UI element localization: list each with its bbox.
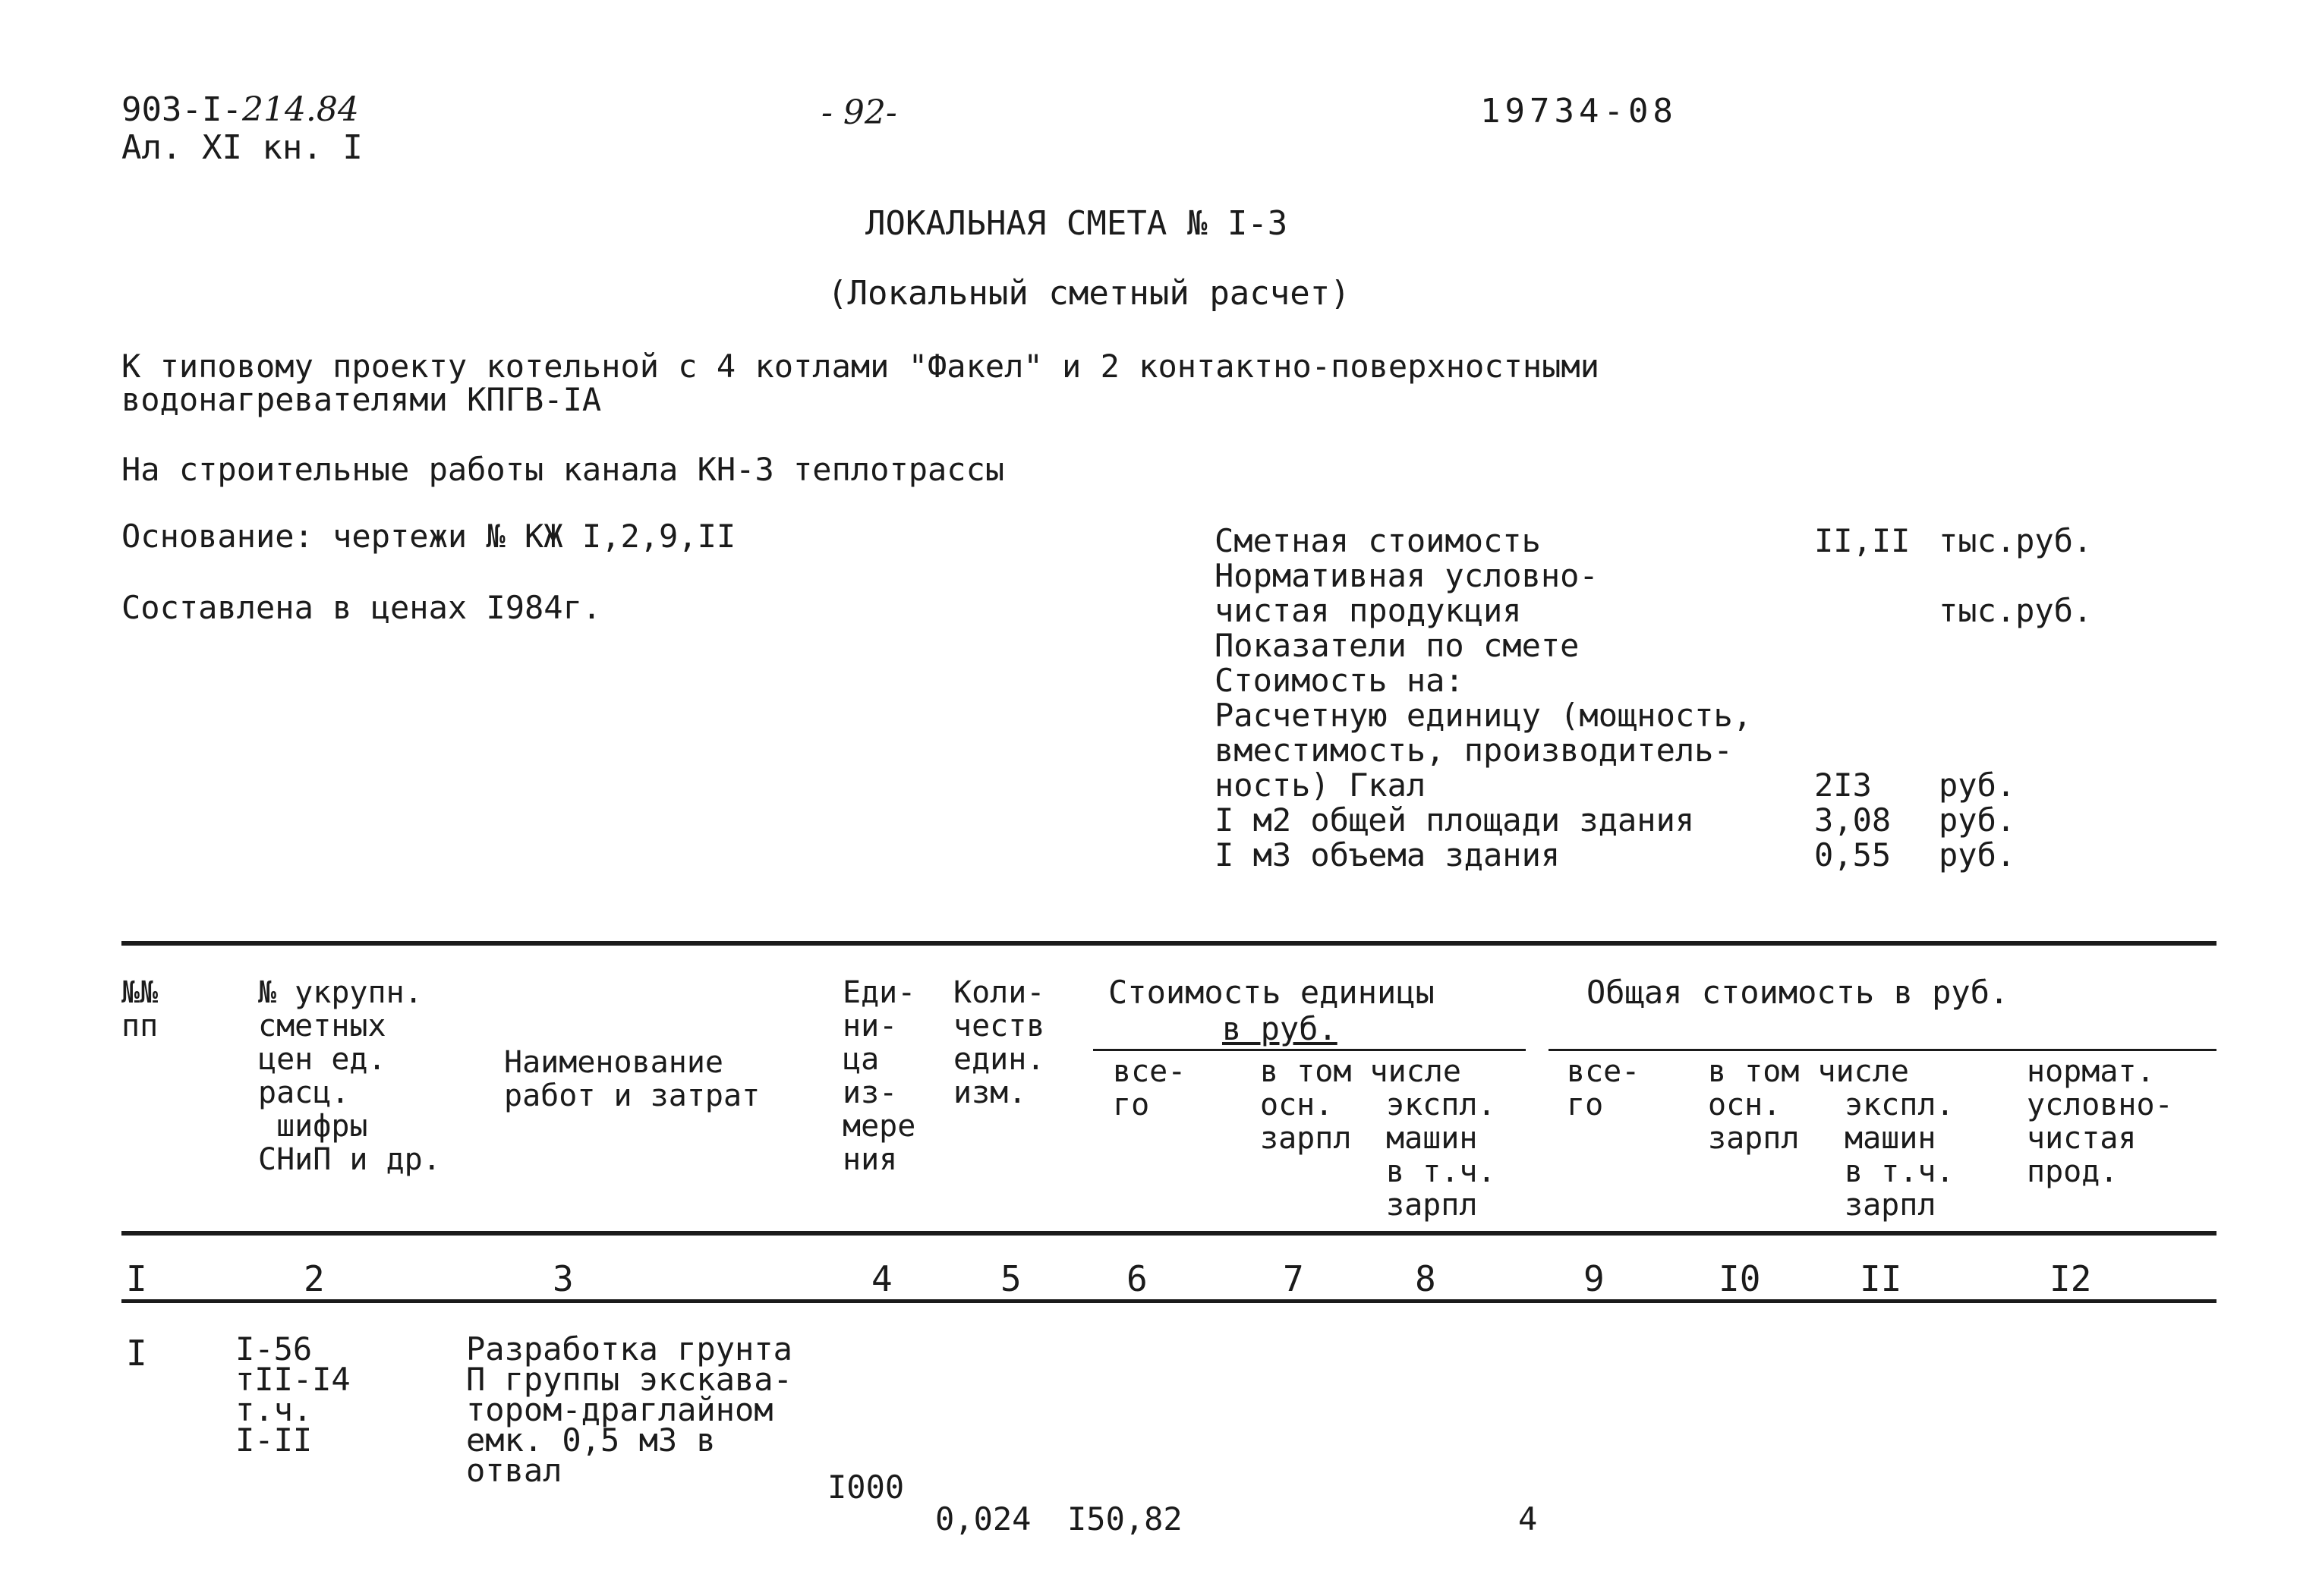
header-code: № укрупн. сметных цен ед. расц. шифры СНиП и др. [258, 975, 441, 1177]
header-total-cost-including: в том числе [1708, 1054, 1909, 1089]
summary-volume-label: I м3 объема здания [1215, 836, 1561, 874]
summary-normative-label-1: Нормативная условно- [1215, 557, 1599, 594]
summary-volume-value: 0,55 [1814, 836, 1892, 874]
registry-number: 19734-08 [1480, 92, 1678, 131]
summary-estimated-cost-value: II,II [1814, 522, 1911, 559]
column-number: I2 [2049, 1258, 2092, 1299]
document-code-handwritten: 214.84 [241, 90, 359, 129]
header-unit-cost: Стоимость единицы [1108, 974, 1435, 1011]
header-total-cost-total: все- го [1567, 1054, 1640, 1122]
header-quantity: Коли- честв един. изм. [953, 975, 1045, 1110]
column-number: I [126, 1258, 147, 1299]
table-top-rule [121, 941, 2216, 946]
column-number: 9 [1583, 1258, 1605, 1299]
header-work-name: Наименование работ и затрат [504, 1045, 761, 1113]
header-total-base-salary: осн. зарпл [1708, 1088, 1800, 1156]
row-unit-cost-total: I50,82 [1067, 1500, 1183, 1538]
page-number: - 92- [821, 93, 897, 132]
summary-estimated-cost-label: Сметная стоимость [1215, 522, 1541, 559]
summary-cost-per-label: Стоимость на: [1215, 662, 1464, 699]
column-number: 3 [553, 1258, 574, 1299]
row-quantity: 0,024 [935, 1500, 1032, 1538]
header-unit-cost-including: в том числе [1260, 1054, 1461, 1089]
summary-unit-label-2: вместимость, производитель- [1215, 732, 1733, 769]
column-number: 2 [304, 1258, 325, 1299]
summary-indicators-label: Показатели по смете [1215, 627, 1580, 664]
basis-drawings: Основание: чертежи № КЖ I,2,9,II [121, 518, 736, 555]
row-total-cost: 4 [1518, 1500, 1538, 1538]
price-level: Составлена в ценах I984г. [121, 589, 602, 626]
header-normative-product: нормат. условно- чистая прод. [2027, 1054, 2173, 1189]
header-total-cost: Общая стоимость в руб. [1586, 974, 2009, 1011]
summary-estimated-cost-unit: тыс.руб. [1939, 522, 2093, 559]
summary-normative-label-2: чистая продукция [1215, 592, 1522, 629]
summary-area-value: 3,08 [1814, 801, 1892, 839]
row-code: I-56 тII-I4 т.ч. I-II [235, 1330, 351, 1459]
project-line-1: К типовому проекту котельной с 4 котлами "Факел" и 2 контактно-поверхностными [121, 348, 1600, 385]
summary-volume-unit: руб. [1939, 836, 2016, 874]
header-unit: Еди- ни- ца из- мере ния [843, 975, 916, 1177]
summary-gcal-label: ность) Гкал [1215, 767, 1426, 804]
header-bottom-rule [121, 1231, 2216, 1236]
row-unit: I000 [827, 1469, 905, 1506]
summary-gcal-value: 2I3 [1814, 767, 1872, 804]
unit-cost-rule [1093, 1049, 1526, 1051]
column-number: 8 [1415, 1258, 1436, 1299]
total-cost-rule [1549, 1049, 2216, 1051]
header-unit-base-salary: осн. зарпл [1260, 1088, 1352, 1156]
column-number: 4 [871, 1258, 893, 1299]
header-unit-cost-rub: в руб. [1222, 1010, 1337, 1047]
estimate-subtitle: (Локальный сметный расчет) [827, 274, 1350, 313]
column-number: 5 [1000, 1258, 1022, 1299]
column-numbers-rule [121, 1299, 2216, 1303]
album-line: Ал. XI кн. I [121, 128, 363, 167]
summary-unit-label-1: Расчетную единицу (мощность, [1215, 697, 1753, 734]
header-total-machines: экспл. машин в т.ч. зарпл [1845, 1088, 1955, 1223]
header-unit-machines: экспл. машин в т.ч. зарпл [1386, 1088, 1496, 1223]
header-row-number: №№ пп [121, 975, 159, 1044]
estimate-title: ЛОКАЛЬНАЯ СМЕТА № I-3 [865, 204, 1288, 243]
column-number: 6 [1126, 1258, 1148, 1299]
summary-area-label: I м2 общей площади здания [1215, 801, 1695, 839]
project-line-2: водонагревателями КПГВ-IА [121, 381, 602, 418]
works-description: На строительные работы канала КН-3 теплотрассы [121, 451, 1005, 488]
row-work-name: Разработка грунта П группы экскава- тором-драглайном емк. 0,5 м3 в отвал [466, 1330, 792, 1489]
column-number: 7 [1283, 1258, 1304, 1299]
summary-normative-unit: тыс.руб. [1939, 592, 2093, 629]
document-code [121, 90, 359, 129]
summary-gcal-unit: руб. [1939, 767, 2016, 804]
row-number: I [126, 1333, 147, 1374]
summary-area-unit: руб. [1939, 801, 2016, 839]
header-unit-cost-total: все- го [1113, 1054, 1186, 1122]
column-number: I0 [1719, 1258, 1761, 1299]
column-number: II [1860, 1258, 1902, 1299]
document-code-prefix: 903-I- [121, 90, 242, 129]
